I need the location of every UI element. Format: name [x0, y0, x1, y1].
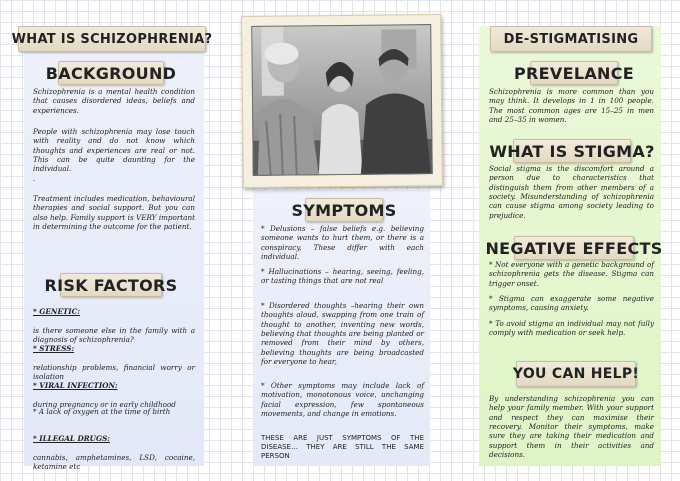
destigmatising-title-banner	[490, 26, 652, 52]
risk-stress-label: * STRESS:	[33, 344, 75, 354]
negative-effects-heading: NEGATIVE EFFECTS	[485, 238, 663, 258]
risk-genetic-text: is there someone else in the family with a diagnosis of schizophrenia?	[33, 326, 195, 345]
main-title-banner	[11, 26, 213, 52]
background-paragraph-2: People with schizophrenia may lose touch with reality and do not know which thoughts and experiences are real or not. This can be quite daunting for the individual. .	[33, 127, 195, 183]
risk-drugs-label: * ILLEGAL DRUGS:	[33, 434, 110, 444]
risk-viral-text: during pregnancy or in early childhood	[33, 400, 176, 410]
main-title: WHAT IS SCHIZOPHRENIA?	[11, 31, 213, 47]
background-heading-banner	[45, 61, 177, 85]
symptom-other: * Other symptoms may include lack of motivation, monotonous voice, unchanging facial expression, few spontaneous movements, and change in emotions.	[261, 381, 424, 419]
symptoms-heading-banner	[291, 198, 397, 222]
you-can-help-heading-banner	[512, 361, 640, 387]
prevalence-heading-banner	[514, 61, 634, 85]
you-can-help-heading: YOU CAN HELP!	[512, 366, 640, 382]
family-photo-frame	[241, 14, 443, 188]
risk-viral-label: * VIRAL INFECTION:	[33, 381, 118, 391]
negative-effect-1: * Not everyone with a genetic background of schizophrenia gets the disease. Stigma can trigger onset.	[489, 260, 654, 288]
risk-stress-text: relationship problems, financial worry or isolation	[33, 363, 195, 382]
stigma-heading-banner	[489, 139, 655, 163]
negative-effects-heading-banner	[485, 236, 663, 260]
family-photo	[251, 24, 433, 176]
background-paragraph-1: Schizophrenia is a mental health condition that causes disordered ideas, beliefs and experiences.	[33, 87, 195, 115]
stigma-heading: WHAT IS STIGMA?	[489, 141, 655, 161]
destigmatising-title: DE-STIGMATISING	[503, 31, 639, 47]
risk-drugs	[33, 425, 195, 481]
symptoms-closing: THESE ARE JUST SYMPTOMS OF THE DISEASE… THEY ARE STILL THE SAME PERSON	[261, 434, 424, 461]
background-heading: BACKGROUND	[45, 63, 177, 83]
risk-drugs-text: cannabis, amphetamines, LSD, cocaine, ketamine etc	[33, 453, 195, 472]
prevalence-heading: PREVELANCE	[514, 63, 634, 83]
symptom-disordered-thoughts: * Disordered thoughts –hearing their own thoughts aloud, swapping from one train of thought to another, inventing new words, believing that thoughts are being planted or removed from their mind by others, believing thoughts are being broadcasted for everyone to hear,	[261, 301, 424, 367]
symptoms-heading: SYMPTOMS	[291, 200, 397, 220]
you-can-help-text: By understanding schizophrenia you can help your family member. With your support and respect they can maximise their recovery. Monitor their symptoms, make sure they are taking their medication and support them in their activities and decisions.	[489, 394, 654, 460]
prevalence-text: Schizophrenia is more common than you may think. It develops in 1 in 100 people. The most common ages are 15–25 in men and 25–35 in women.	[489, 87, 654, 125]
background-paragraph-3: Treatment includes medication, behavioural therapies and social support. But you can also help. Family support is VERY important in determining the outcome for the patient.	[33, 194, 195, 232]
risk-genetic-label: * GENETIC:	[33, 307, 81, 317]
risk-factors-heading-banner	[44, 273, 178, 297]
negative-effect-3: * To avoid stigma an individual may not fully comply with medication or seek help.	[489, 319, 654, 338]
stigma-text: Social stigma is the discomfort around a person due to characteristics that distinguish them from other members of a society. Misunderstanding of schizophrenia can cause stigma among society leading to prejudice.	[489, 164, 654, 220]
symptom-delusions: * Delusions – false beliefs e.g. believing someone wants to hurt them, or there is a conspiracy. These differ with each individual.	[261, 224, 424, 262]
risk-oxygen: * A lack of oxygen at the time of birth	[33, 407, 171, 416]
negative-effect-2: * Stigma can exaggerate some negative symptoms, causing anxiety.	[489, 294, 654, 313]
symptom-hallucinations: * Hallucinations – hearing, seeing, feeling, or tasting things that are not real	[261, 267, 424, 286]
risk-factors-heading: RISK FACTORS	[44, 275, 178, 295]
